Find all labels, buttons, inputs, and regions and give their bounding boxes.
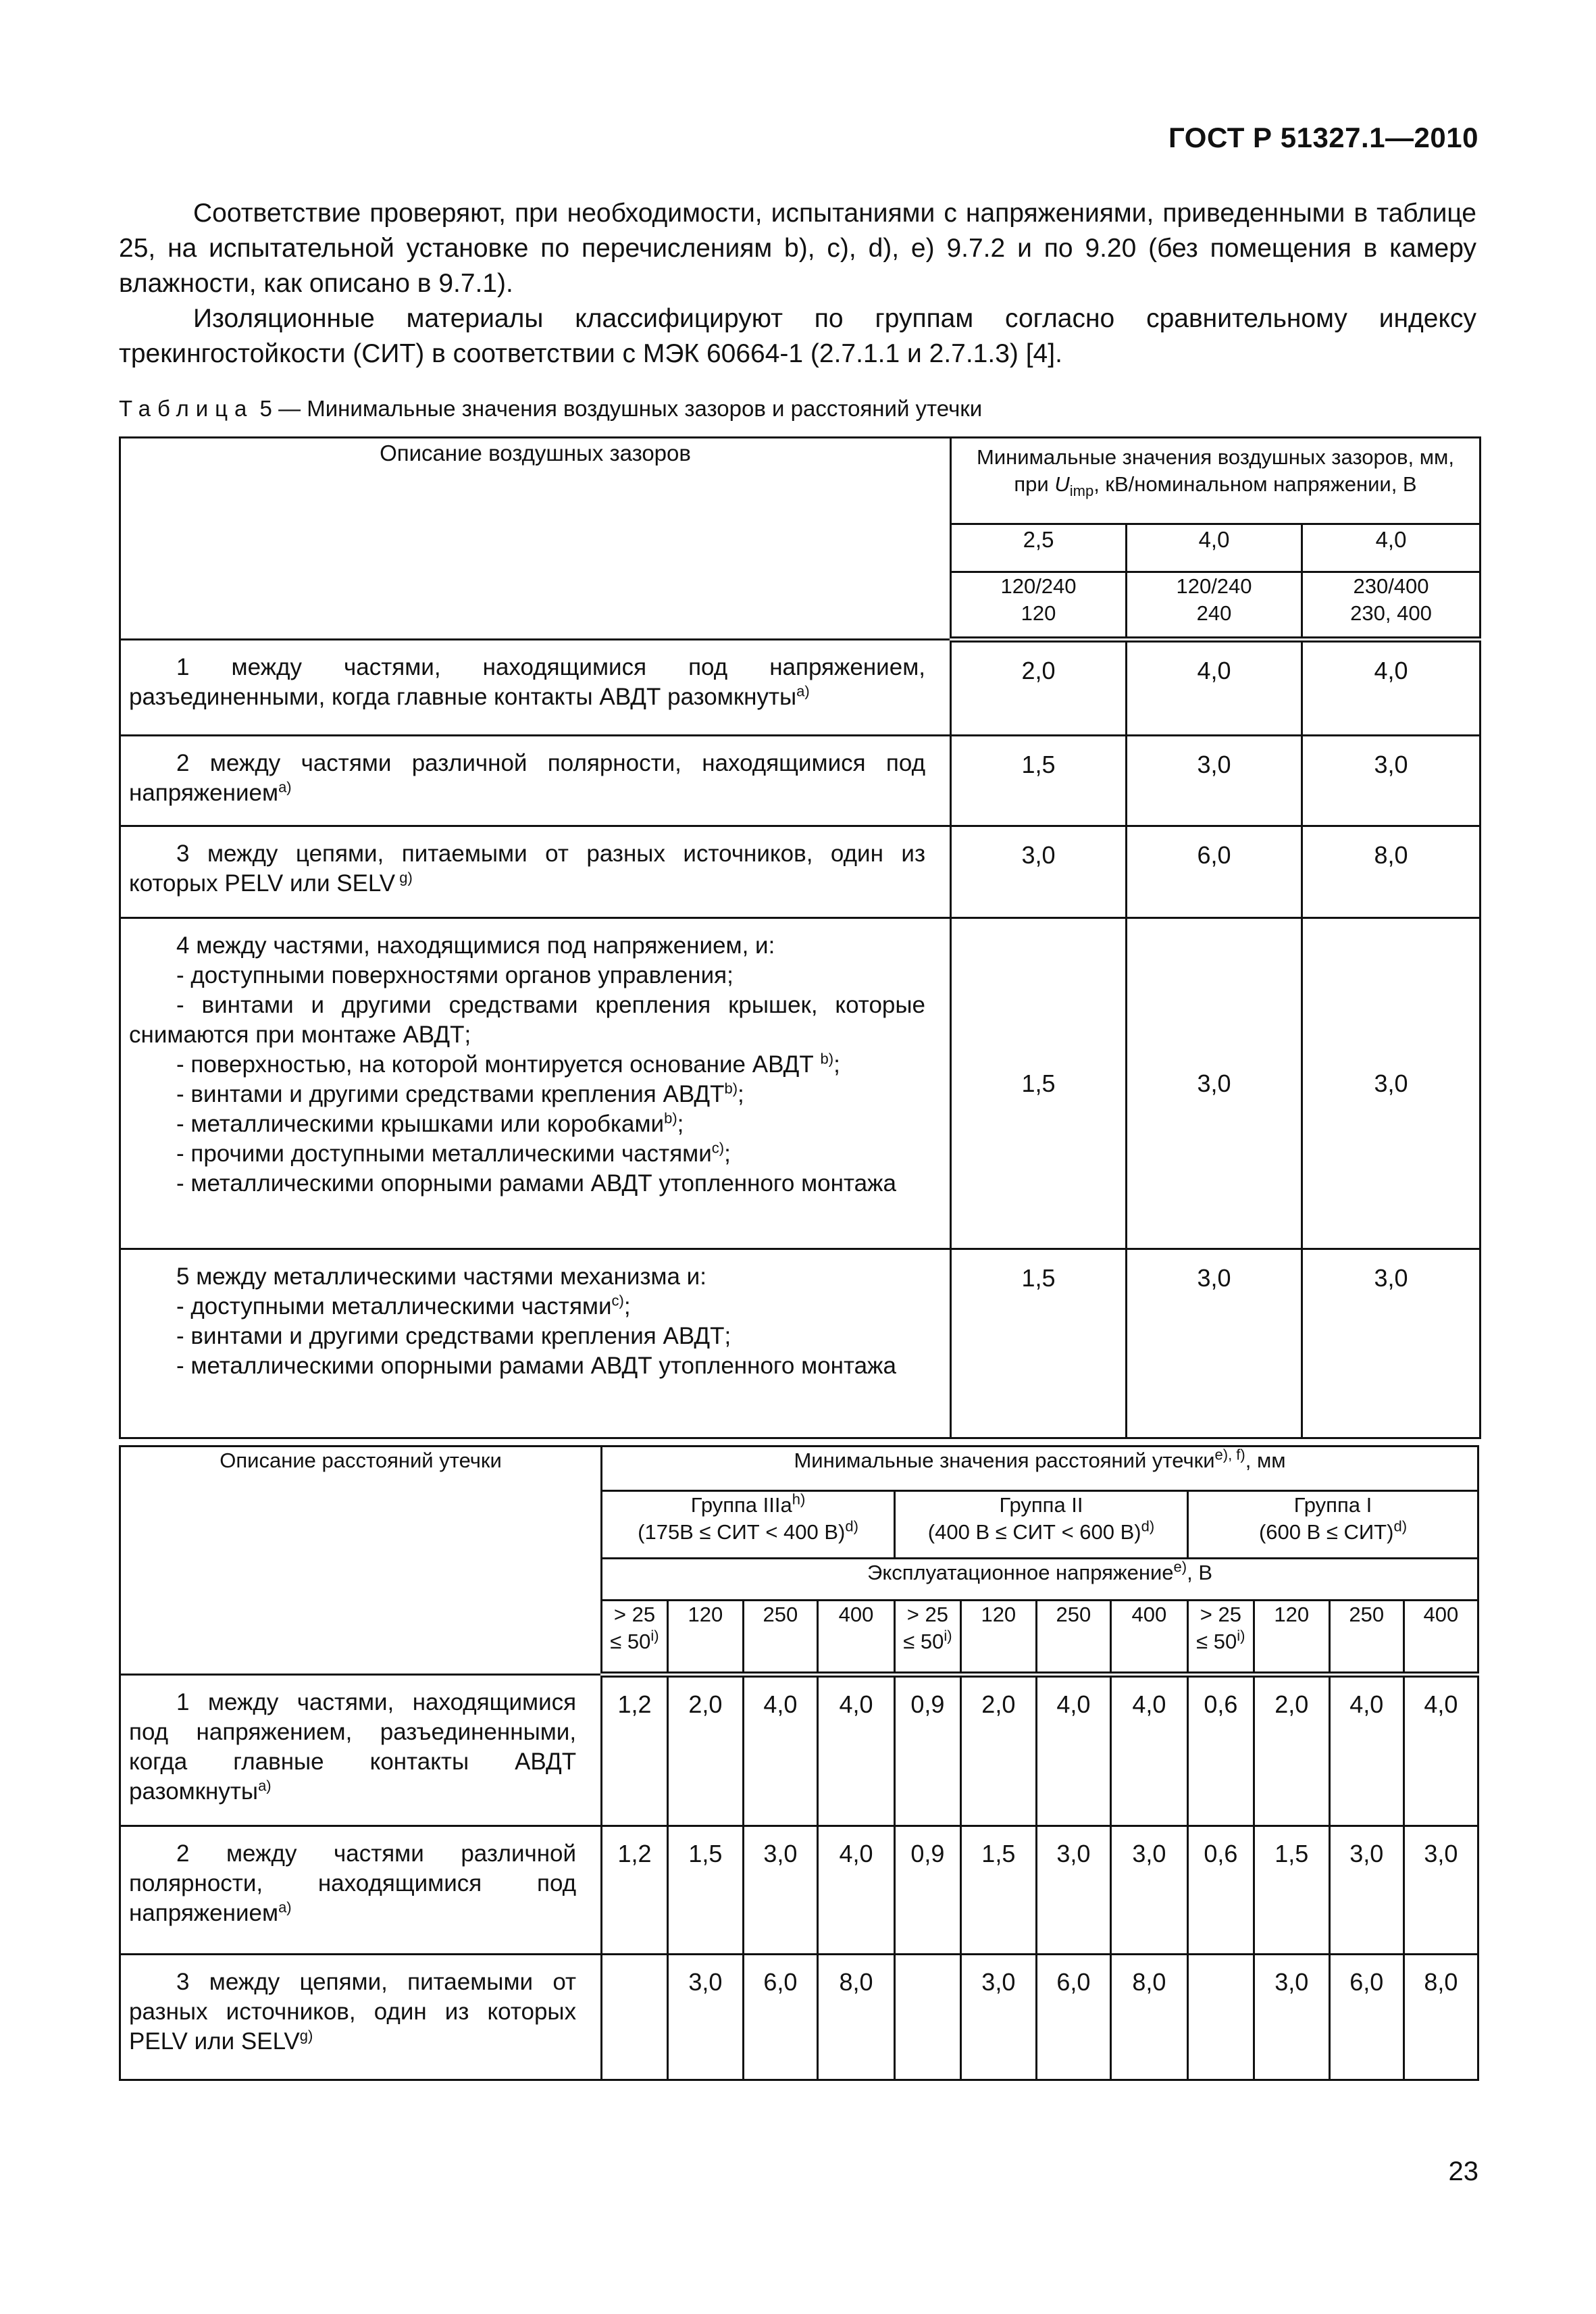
creepage-value: 4,0 <box>743 1675 817 1826</box>
creepage-value: 3,0 <box>743 1826 817 1955</box>
creepage-value: 0,6 <box>1187 1826 1254 1955</box>
table-row <box>120 736 1481 826</box>
document-number: ГОСТ Р 51327.1—2010 <box>1168 122 1478 153</box>
creepage-value: 2,0 <box>960 1675 1036 1826</box>
clearance-value: 3,0 <box>1302 736 1481 826</box>
voltage-col: 120 <box>960 1601 1036 1675</box>
clearance-value: 6,0 <box>1127 826 1302 918</box>
creepage-row-desc: 1 между частями, находящимися под напряжением, разъединенными, когда главные контакты АВДТ разомкнуты$^{a)}$ <box>120 1675 602 1826</box>
creepage-value: 1,2 <box>602 1826 668 1955</box>
table-row <box>120 640 1481 736</box>
creepage-value: 0,9 <box>895 1826 961 1955</box>
creepage-value: 1,5 <box>1254 1826 1329 1955</box>
creepage-value: 4,0 <box>1036 1675 1110 1826</box>
clearance-value: 4,0 <box>1302 640 1481 736</box>
creepage-value: 6,0 <box>1036 1955 1110 2080</box>
clearance-value: 3,0 <box>1127 736 1302 826</box>
creepage-value: 2,0 <box>1254 1675 1329 1826</box>
table-row <box>120 826 1481 918</box>
voltage-col: 120 <box>667 1601 743 1675</box>
creepage-value: 6,0 <box>743 1955 817 2080</box>
clearance-value: 8,0 <box>1302 826 1481 918</box>
table-row <box>120 1826 1478 1955</box>
table-caption-text: 5 — Минимальные значения воздушных зазоров и расстояний утечки <box>253 396 983 421</box>
creepage-value: 1,5 <box>667 1826 743 1955</box>
voltage-col-low: > 25 ≤ $50^{i)}$ <box>895 1601 961 1675</box>
creepage-value: 4,0 <box>1404 1675 1478 1826</box>
table-caption-label: Таблица <box>119 396 254 421</box>
creepage-min-header: Минимальные значения расстояний утечки$^{e), f)}$, мм <box>602 1447 1478 1491</box>
creepage-value: 8,0 <box>1404 1955 1478 2080</box>
clearance-value: 3,0 <box>1302 1249 1481 1438</box>
creepage-value: 1,5 <box>960 1826 1036 1955</box>
impulse-col-1: 2,5 <box>951 524 1127 572</box>
paragraph-insulation: Изоляционные материалы классифицируют по группам согласно сравнительному индексу трекингостойкости (СИТ) в соответствии с МЭК 60664-1 (2.7.1.1 и 2.7.1.3) [4]. <box>119 304 1476 368</box>
creepage-table <box>119 1445 1479 2081</box>
creepage-value: 4,0 <box>1110 1675 1187 1826</box>
creepage-value: 3,0 <box>1036 1826 1110 1955</box>
creepage-row-desc: 2 между частями различной полярности, находящимися под напряжением$^{a)}$ <box>120 1826 602 1955</box>
group-I-header: Группа I (600 В ≤ СИТ)$^{d)}$ <box>1187 1491 1478 1559</box>
voltage-col: 250 <box>743 1601 817 1675</box>
clearance-value: 1,5 <box>951 1249 1127 1438</box>
voltage-col: 250 <box>1036 1601 1110 1675</box>
clearance-value: 3,0 <box>951 826 1127 918</box>
creepage-value: 8,0 <box>1110 1955 1187 2080</box>
clearance-value: 3,0 <box>1127 1249 1302 1438</box>
creepage-desc-header: Описание расстояний утечки <box>120 1447 602 1675</box>
creepage-value: 2,0 <box>667 1675 743 1826</box>
clearance-min-header: Минимальные значения воздушных зазоров, мм, при $U_{imp}$, кВ/номинальном напряжении, В <box>951 438 1481 524</box>
creepage-value: 3,0 <box>1110 1826 1187 1955</box>
group-IIIa-header: Группа IIIa$^{h)}$ (175В ≤ СИТ < 400 В)$^{d)}$ <box>602 1491 895 1559</box>
creepage-value: 3,0 <box>960 1955 1036 2080</box>
clearance-value: 4,0 <box>1127 640 1302 736</box>
clearance-row-desc: 3 между цепями, питаемыми от разных источников, один из которых PELV или SELV $^{g)}$ <box>120 826 951 918</box>
table-caption <box>119 396 982 422</box>
clearance-value: 2,0 <box>951 640 1127 736</box>
voltage-col: 400 <box>817 1601 894 1675</box>
voltage-col-1: 120/240 120 <box>951 572 1127 640</box>
voltage-col: 400 <box>1110 1601 1187 1675</box>
clearance-value: 1,5 <box>951 736 1127 826</box>
voltage-col: 400 <box>1404 1601 1478 1675</box>
clearance-desc-header: Описание воздушных зазоров <box>120 438 951 640</box>
voltage-col-low: > 25 ≤ $50^{i)}$ <box>1187 1601 1254 1675</box>
creepage-value: 4,0 <box>1329 1675 1404 1826</box>
paragraph-compliance: Соответствие проверяют, при необходимости, испытаниями с напряжениями, приведенными в таблице 25, на испытательной установке по перечислениям b), c), d), e) 9.7.2 и по 9.20 (без помещения в камеру влажности, как описано в 9.7.1). <box>119 199 1476 298</box>
table-row <box>120 1675 1478 1826</box>
clearance-row-desc: 2 между частями различной полярности, находящимися под напряжением$^{a)}$ <box>120 736 951 826</box>
clearance-value: 1,5 <box>951 918 1127 1249</box>
creepage-value: 1,2 <box>602 1675 668 1826</box>
table-row <box>120 918 1481 1249</box>
creepage-value <box>1187 1955 1254 2080</box>
creepage-value: 3,0 <box>1329 1826 1404 1955</box>
voltage-col: 250 <box>1329 1601 1404 1675</box>
creepage-value: 0,9 <box>895 1675 961 1826</box>
clearance-value: 3,0 <box>1302 918 1481 1249</box>
creepage-value: 4,0 <box>817 1826 894 1955</box>
working-voltage-header: Эксплуатационное напряжение$^{e)}$, В <box>602 1559 1478 1601</box>
clearance-row-desc: 5 между металлическими частями механизма и: - доступными металлическими частями$^{c)}$; - винтами и другими средствами крепления АВДТ; - металлическими опорными рамами АВДТ утопленного монтажа <box>120 1249 951 1438</box>
group-II-header: Группа II (400 В ≤ СИТ < 600 В)$^{d)}$ <box>895 1491 1188 1559</box>
body-text <box>119 196 1476 372</box>
clearance-row-desc: 4 между частями, находящимися под напряжением, и: - доступными поверхностями органов управления; - винтами и другими средствами крепления крышек, которые снимаются при монтаже АВДТ; - поверхностью, на которой монтируется основание АВДТ $^{b)}$; - винтами и другими средствами крепления АВДТ$^{b)}$; - металлическими крышками или коробками$^{b)}$; - прочими доступными металлическими частями$^{c)}$; - металлическими опорными рамами АВДТ утопленного монтажа <box>120 918 951 1249</box>
creepage-value: 0,6 <box>1187 1675 1254 1826</box>
table-row <box>120 1955 1478 2080</box>
creepage-value: 6,0 <box>1329 1955 1404 2080</box>
creepage-value <box>602 1955 668 2080</box>
voltage-col: 120 <box>1254 1601 1329 1675</box>
table-row <box>120 1249 1481 1438</box>
creepage-value <box>895 1955 961 2080</box>
voltage-col-2: 120/240 240 <box>1127 572 1302 640</box>
clearances-table <box>119 436 1481 1439</box>
creepage-value: 4,0 <box>817 1675 894 1826</box>
creepage-value: 8,0 <box>817 1955 894 2080</box>
voltage-col-low: > 25 ≤ $50^{i)}$ <box>602 1601 668 1675</box>
creepage-value: 3,0 <box>667 1955 743 2080</box>
creepage-row-desc: 3 между цепями, питаемыми от разных источников, один из которых PELV или SELV$^{g)}$ <box>120 1955 602 2080</box>
page-number: 23 <box>1448 2157 1478 2186</box>
impulse-col-3: 4,0 <box>1302 524 1481 572</box>
creepage-value: 3,0 <box>1254 1955 1329 2080</box>
clearance-row-desc: 1 между частями, находящимися под напряжением, разъединенными, когда главные контакты АВДТ разомкнуты$^{a)}$ <box>120 640 951 736</box>
impulse-col-2: 4,0 <box>1127 524 1302 572</box>
voltage-col-3: 230/400 230, 400 <box>1302 572 1481 640</box>
creepage-value: 3,0 <box>1404 1826 1478 1955</box>
clearance-value: 3,0 <box>1127 918 1302 1249</box>
